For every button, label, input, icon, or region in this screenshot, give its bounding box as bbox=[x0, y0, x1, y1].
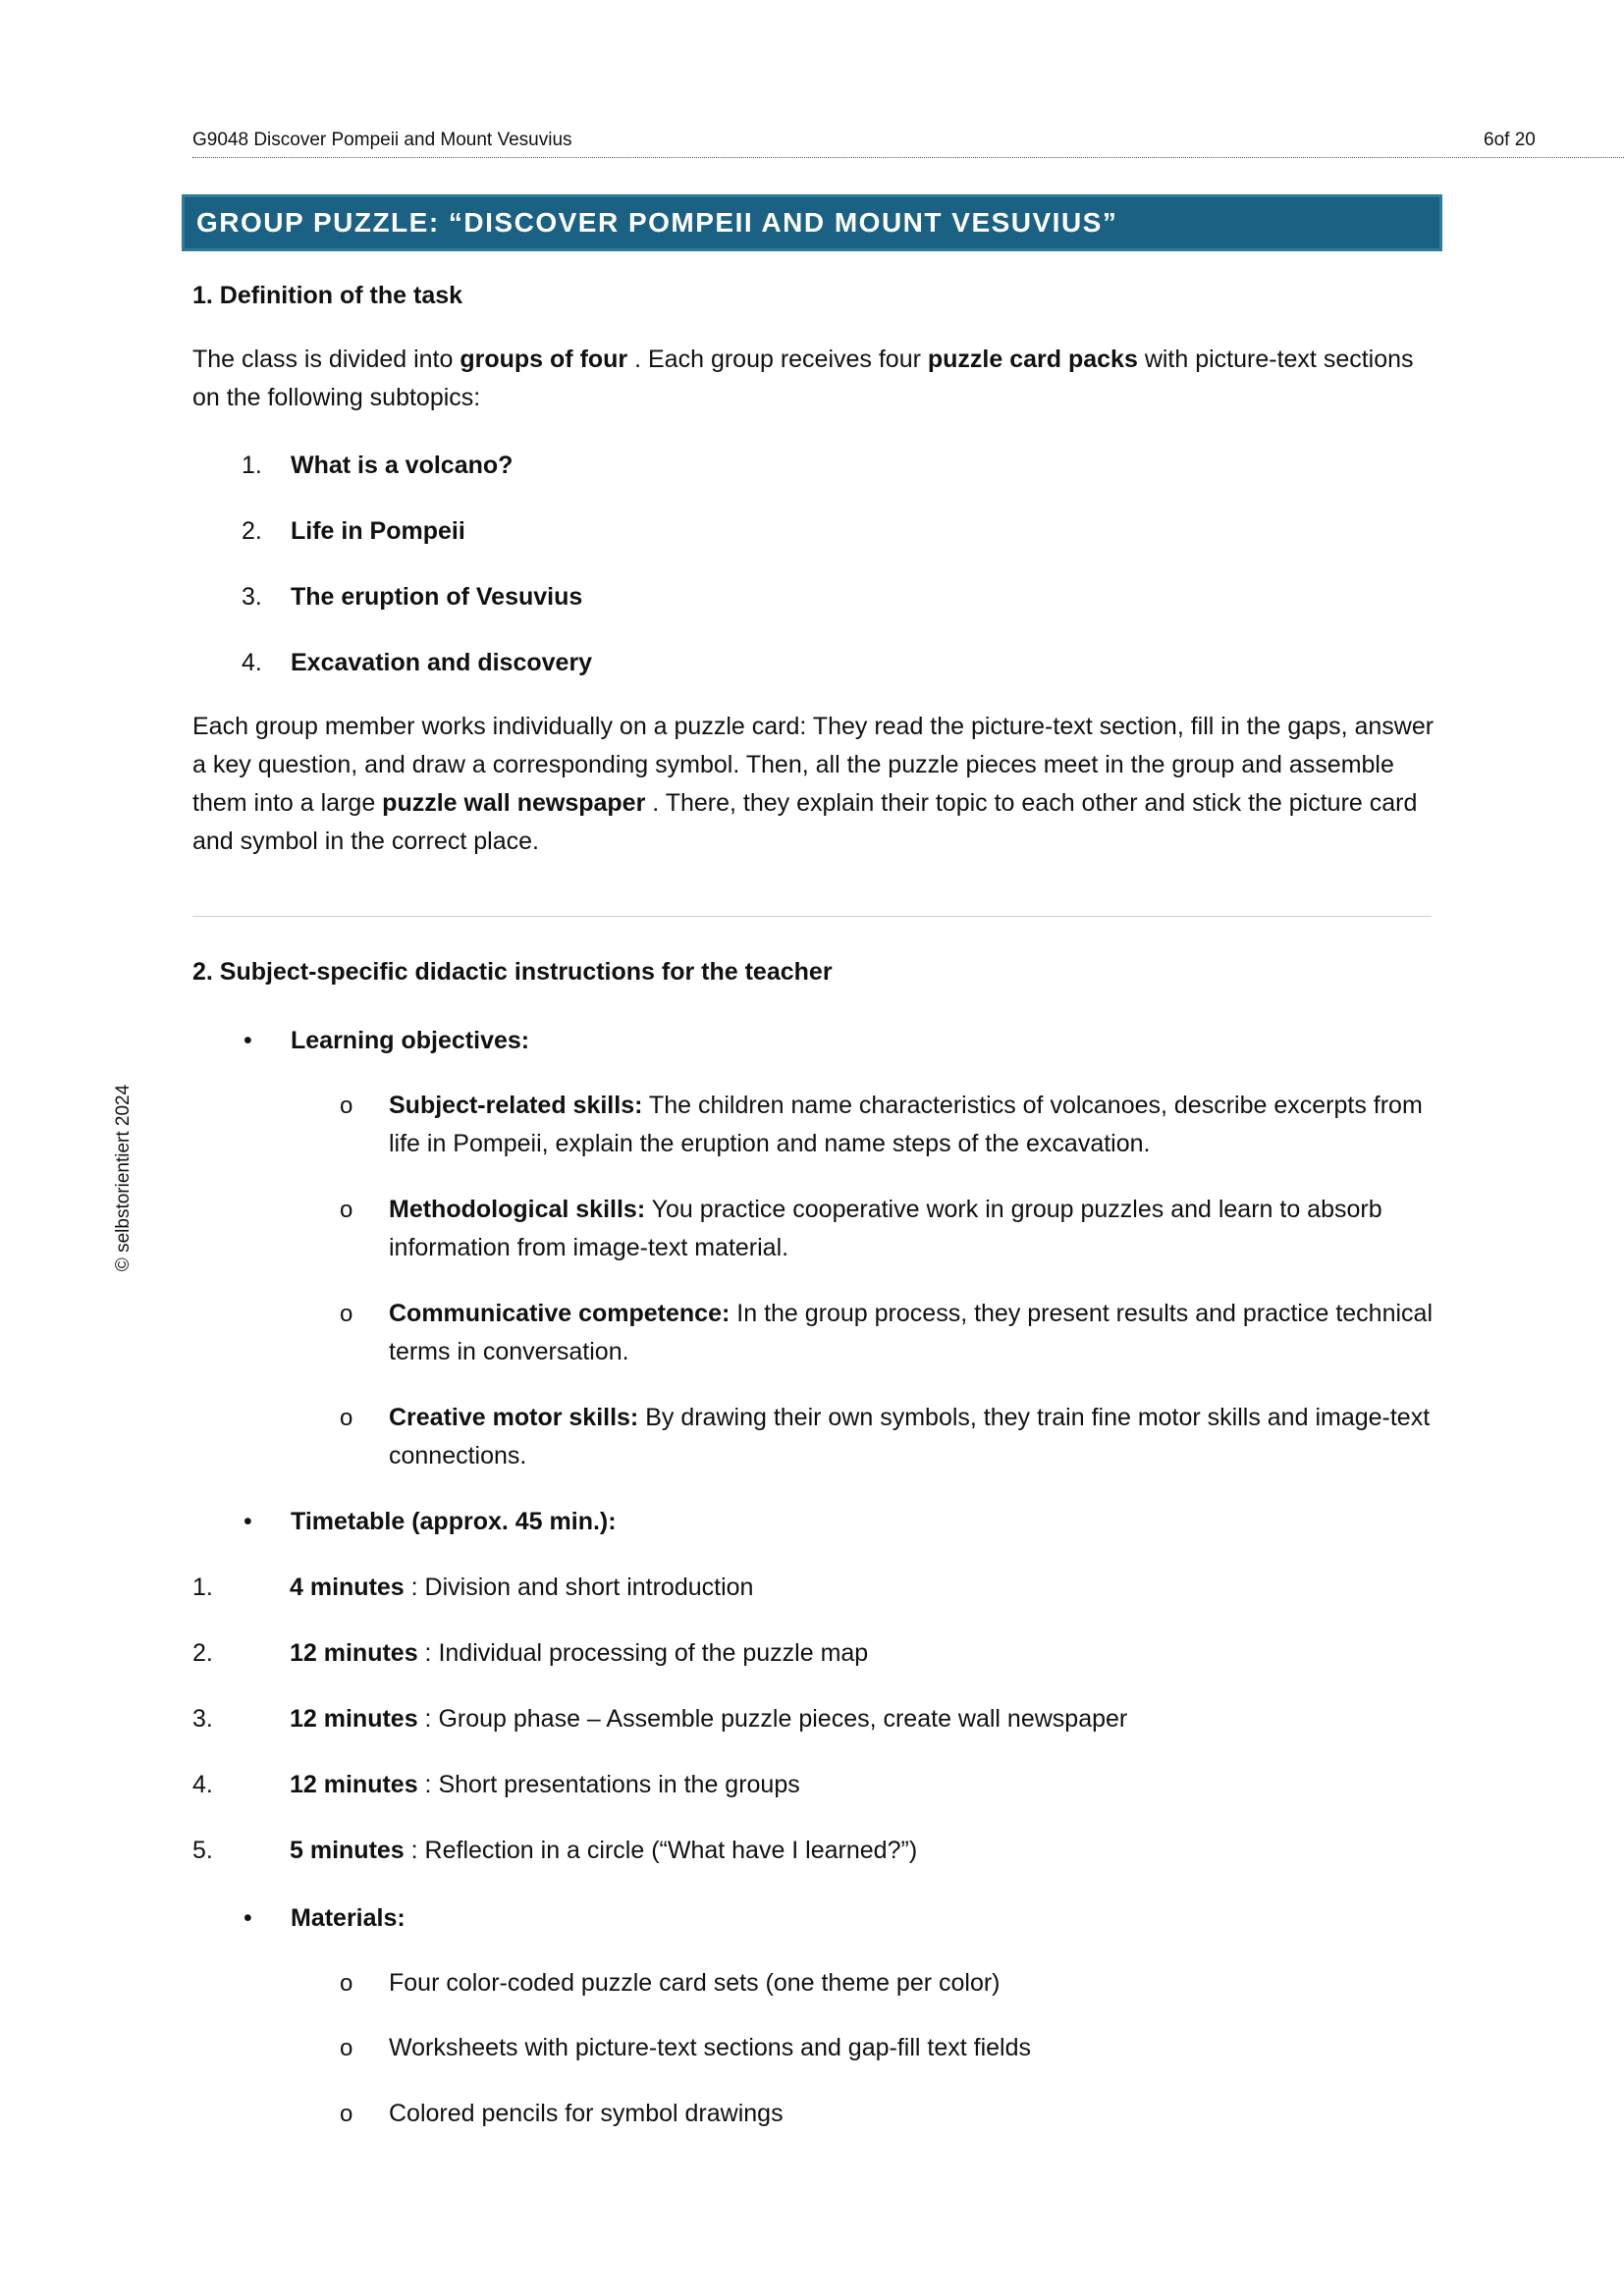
material-item: Colored pencils for symbol drawings bbox=[389, 2100, 784, 2127]
subtopic-number: 1. bbox=[242, 452, 262, 479]
objective-item: Creative motor skills: By drawing their own symbols, they train fine motor skills and image-text connections. bbox=[389, 1404, 1431, 1469]
timetable-number: 2. bbox=[192, 1639, 213, 1667]
objective-item: Methodological skills: You practice cooperative work in group puzzles and learn to absorb information from image-text material. bbox=[389, 1196, 1382, 1261]
subtopic-label: Excavation and discovery bbox=[291, 649, 593, 676]
circle-bullet-icon: o bbox=[340, 1301, 353, 1327]
subtopic-number: 3. bbox=[242, 583, 262, 611]
timetable-item: 12 minutes : Group phase – Assemble puzzle pieces, create wall newspaper bbox=[290, 1705, 1128, 1733]
material-item: Worksheets with picture-text sections and gap-fill text fields bbox=[389, 2034, 1031, 2061]
timetable-label: Timetable (approx. 45 min.): bbox=[291, 1508, 617, 1535]
subtopic-number: 2. bbox=[242, 517, 262, 545]
section1-paragraph: Each group member works individually on a puzzle card: They read the picture-text section, fill in the gaps, answer a key question, and draw a corresponding symbol. Then, all the puzzle pieces meet in the group and assemble them into a large puzzle wall newspaper . There, they explain their topic to each other and stick the picture card and symbol in the correct place. bbox=[192, 713, 1435, 855]
subtopic-label: What is a volcano? bbox=[291, 452, 514, 479]
timetable-number: 4. bbox=[192, 1771, 213, 1798]
objectives-label: Learning objectives: bbox=[291, 1027, 530, 1054]
copyright-notice: © selbstorientiert 2024 bbox=[113, 1084, 134, 1272]
page-header bbox=[192, 130, 1624, 158]
bullet-icon: • bbox=[244, 1027, 252, 1054]
timetable-number: 5. bbox=[192, 1837, 213, 1864]
circle-bullet-icon: o bbox=[340, 2101, 353, 2127]
section2-heading: 2. Subject-specific didactic instructions for the teacher bbox=[192, 958, 833, 986]
materials-label: Materials: bbox=[291, 1904, 406, 1932]
subtopic-number: 4. bbox=[242, 649, 262, 676]
section1-intro: The class is divided into groups of four . Each group receives four puzzle card packs with picture-text sections on the following subtopics: bbox=[192, 346, 1414, 411]
timetable-item: 12 minutes : Individual processing of the puzzle map bbox=[290, 1639, 869, 1667]
page-number: 6of 20 bbox=[1484, 130, 1536, 150]
timetable-number: 3. bbox=[192, 1705, 213, 1733]
section-banner: GROUP PUZZLE: “DISCOVER POMPEII AND MOUNT VESUVIUS” bbox=[182, 194, 1442, 251]
circle-bullet-icon: o bbox=[340, 1197, 353, 1223]
circle-bullet-icon: o bbox=[340, 2035, 353, 2061]
document-title: G9048 Discover Pompeii and Mount Vesuvius bbox=[192, 130, 572, 150]
subtopic-label: Life in Pompeii bbox=[291, 517, 465, 545]
bullet-icon: • bbox=[244, 1508, 252, 1535]
subtopic-label: The eruption of Vesuvius bbox=[291, 583, 583, 611]
timetable-number: 1. bbox=[192, 1574, 213, 1601]
timetable-item: 12 minutes : Short presentations in the groups bbox=[290, 1771, 800, 1798]
bullet-icon: • bbox=[244, 1904, 252, 1932]
timetable-item: 4 minutes : Division and short introduction bbox=[290, 1574, 754, 1601]
material-item: Four color-coded puzzle card sets (one theme per color) bbox=[389, 1969, 1001, 1997]
circle-bullet-icon: o bbox=[340, 1970, 353, 1997]
circle-bullet-icon: o bbox=[340, 1093, 353, 1119]
objective-item: Subject-related skills: The children name characteristics of volcanoes, describe excerpts from life in Pompeii, explain the eruption and name steps of the excavation. bbox=[389, 1092, 1423, 1157]
section-divider bbox=[192, 916, 1432, 917]
timetable-item: 5 minutes : Reflection in a circle (“What have I learned?”) bbox=[290, 1837, 918, 1864]
circle-bullet-icon: o bbox=[340, 1405, 353, 1431]
section1-heading: 1. Definition of the task bbox=[192, 282, 463, 309]
objective-item: Communicative competence: In the group process, they present results and practice technical terms in conversation. bbox=[389, 1300, 1434, 1365]
